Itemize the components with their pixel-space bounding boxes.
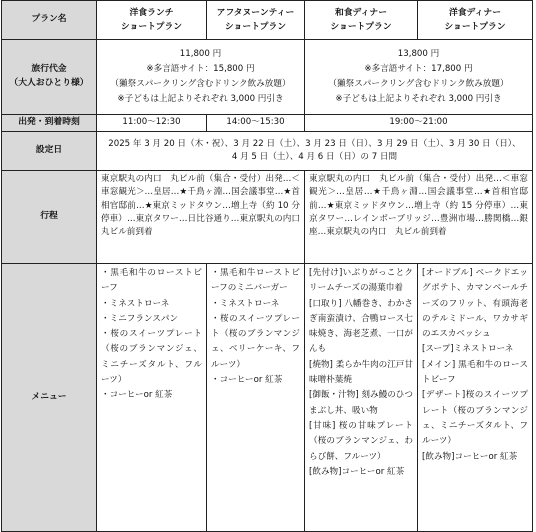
lunch-price-child-note: ※子どもは上記よりそれぞれ 3,000 円引き [117,94,284,105]
afternoon-menu-cell [207,264,305,532]
header-row [2,1,533,40]
price-label-line2: （大人おひとり様） [9,78,89,88]
plan-name-header: プラン名 [2,1,97,40]
date-label: 設定日 [2,132,97,171]
menu-item: ・黒毛和牛ローストビーフのミニバーガー [211,268,300,294]
menu-item: [スープ]ミネストローネ [422,344,514,355]
time-row [2,115,533,132]
western-menu-cell [418,264,533,532]
plan-title: 和食ディナー [334,7,388,18]
route-row [2,171,533,264]
plan-subtitle: ショートプラン [120,22,183,32]
plan-subtitle: ショートプラン [444,22,506,32]
lunch-price-cell [97,40,305,115]
lunch-price-drink-note: （獺祭スパークリング含むドリンク飲み放題） [110,79,291,89]
western-menu-list [422,266,528,465]
date-line-1: 2025 年 3 月 20 日（木・祝）、3 月 22 日（土）、3 月 23 日（日）、3 月 29 日（土）、3 月 30 日（日）、 [108,138,521,149]
menu-item: [焼物] 柔らか牛肉の江戸甘味噌朴葉焼 [309,359,413,386]
menu-item: ・ミニフランスパン [101,313,179,324]
dinner-price-cell [305,40,533,115]
menu-item: [口取り] 八幡巻き、わかさぎ南蛮漬け、合鴨ロース七味焼き、海老芝煮、一口がんも [309,298,413,355]
menu-item: [御飯・汁物] 刻み鰻のひつまぶし丼、吸い物 [309,390,413,416]
afternoon-time: 14:00～15:30 [207,115,305,132]
menu-item: [デザート]桜のスイーツプレート（桜のブランマンジェ、ミニチーズタルト、フルーツ） [422,390,528,447]
plan-subtitle: ショートプラン [330,22,392,32]
lunch-menu-list [101,266,202,404]
lunch-price-amount: 11,800 円 [179,48,222,59]
menu-item: ・ミネストローネ [211,298,280,309]
menu-item: [メイン] 黒毛和牛のローストビーフ [422,359,528,386]
dinner-price-amount: 13,800 円 [397,48,440,59]
night-route: 東京駅丸の内口 丸ビル前（集合・受付）出発…＜車窓観光＞…皇居…★千鳥ヶ淵…国会議事堂…★首相官邸前…★東京ミッドタウン…増上寺（約 15 分停車）…東京タワー…レインボーブリッジ…豊洲市場…勝関橋…銀座…東京駅丸の内口 丸ビル前到着 [305,171,533,264]
plan-western-lunch-header [97,1,207,40]
lunch-time: 11:00～12:30 [97,115,207,132]
menu-item: [飲み物]コーヒーor 紅茶 [309,466,405,477]
price-label-line1: 旅行代金 [31,64,67,75]
plan-japanese-dinner-header [305,1,418,40]
plan-western-dinner-header [418,1,533,40]
menu-item: ・桜のスイーツプレート（桜のブランマンジェ、ミニチーズタルト、フルーツ） [101,329,202,386]
menu-item: [オードブル] ベークドエッグポテト、カマンベールチーズのフリット、有頭海老のテルミドール、ワカサギのエスカベッシュ [422,268,528,340]
plan-title: 洋食ランチ [129,7,174,18]
route-label: 行程 [2,171,97,264]
plan-table [1,0,533,532]
menu-item: ・コーヒーor 紅茶 [211,375,283,386]
menu-item: [飲み物]コーヒーor 紅茶 [422,451,518,462]
dinner-price-multilingual: ※多言語サイト：17,800 円 [364,63,473,74]
menu-item: ・桜のスイーツプレート（桜のブランマンジェ、ベリーケーキ、フルーツ） [211,313,300,370]
plan-subtitle: ショートプラン [224,22,287,32]
menu-item: [甘味] 桜の甘味プレート（桜のブランマンジェ、わらび餅、フルーツ） [309,420,413,462]
price-label [2,40,97,115]
date-line-2: 4 月 5 日（土）、4 月 6 日（日）の 7 日間 [231,152,398,162]
day-route: 東京駅丸の内口 丸ビル前（集合・受付）出発…＜車窓観光＞…皇居…★千鳥ヶ淵…国会議事堂…★首相官邸前…★東京ミッドタウン…増上寺（約 10 分停車）…東京タワー…日比谷通り…東京駅丸の内口 丸ビル前到着 [97,171,305,264]
lunch-price-multilingual: ※多言語サイト：15,800 円 [146,63,255,74]
menu-item: ・ミネストローネ [101,298,170,309]
plan-title: アフタヌーンティー [216,7,295,18]
afternoon-menu-list [211,266,300,388]
date-row [2,132,533,171]
dinner-time: 19:00～21:00 [305,115,533,132]
menu-item: [先付け]いぶりがっことクリームチーズの湯葉巾着 [309,268,413,294]
japanese-menu-cell [305,264,418,532]
price-row [2,40,533,115]
menu-item: ・コーヒーor 紅茶 [101,390,173,401]
plan-title: 洋食ディナー [448,7,502,18]
japanese-menu-list [309,266,413,480]
time-label: 出発・到着時刻 [2,115,97,132]
lunch-menu-cell [97,264,207,532]
menu-item: ・黒毛和牛のローストビーフ [101,268,202,294]
dinner-price-drink-note: （獺祭スパークリング含むドリンク飲み放題） [328,79,509,89]
plan-afternoon-tea-header [207,1,305,40]
date-cell [97,132,533,171]
menu-label: メニュー [2,264,97,532]
dinner-price-child-note: ※子どもは上記よりそれぞれ 3,000 円引き [335,94,502,105]
menu-row [2,264,533,532]
